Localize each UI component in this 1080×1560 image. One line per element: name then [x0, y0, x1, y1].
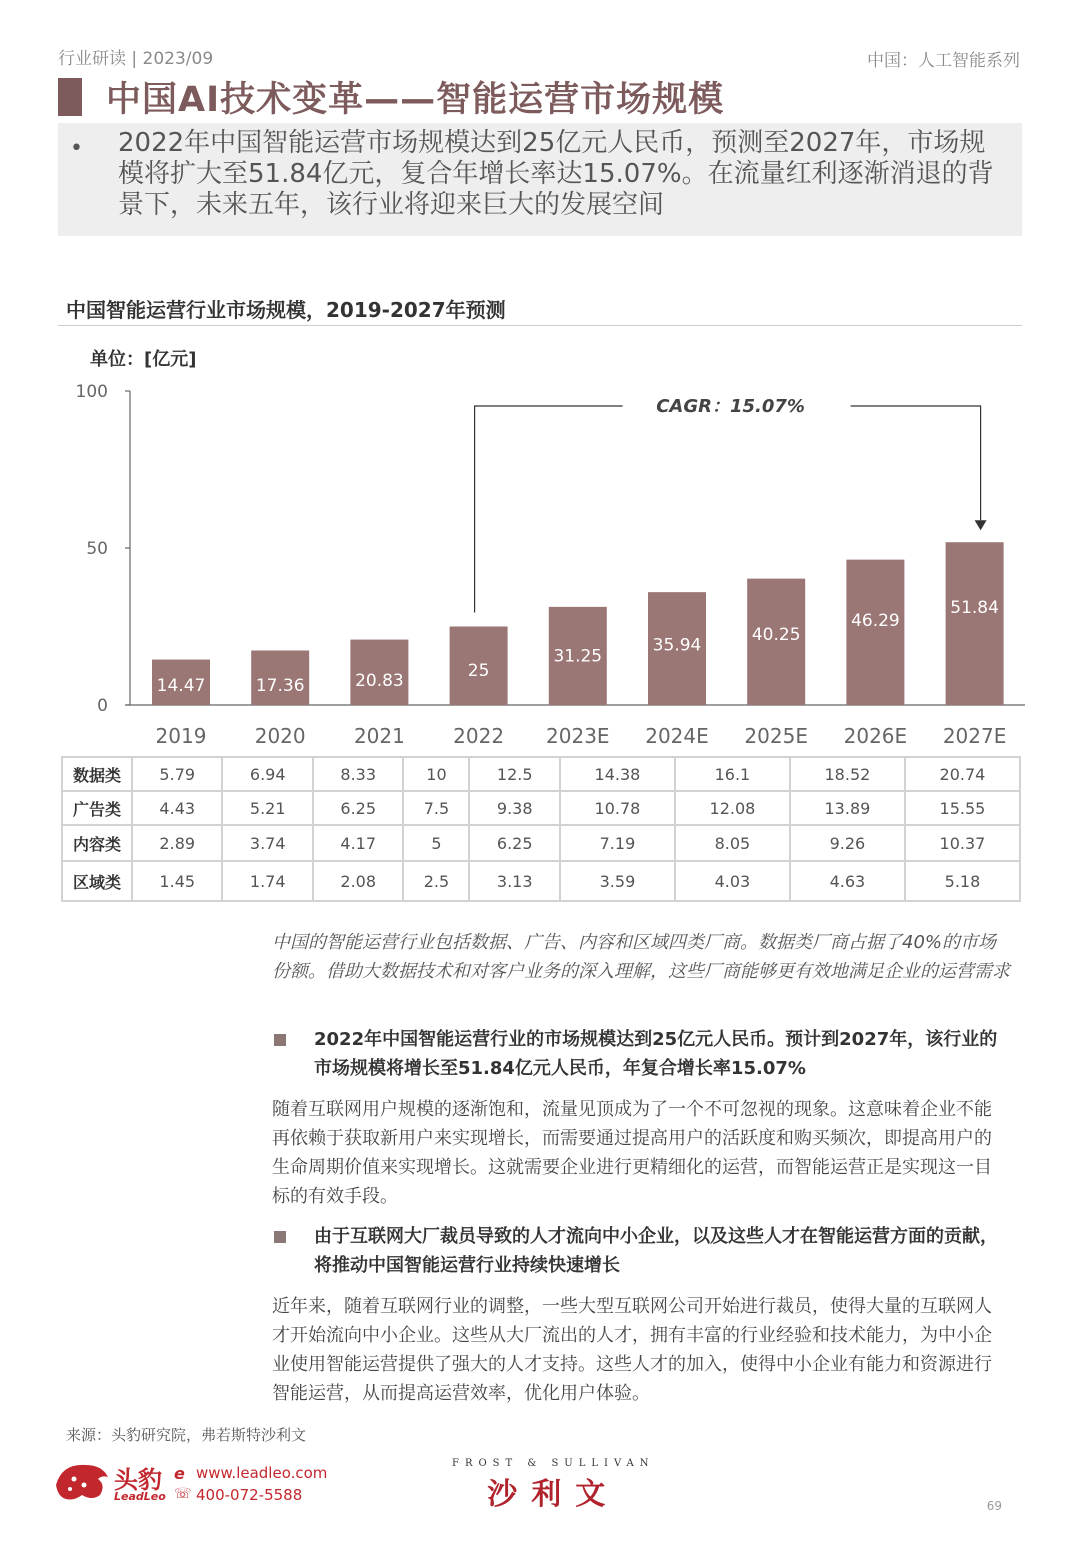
table-cell: 13.89: [790, 791, 905, 825]
x-tick-label: 2020: [254, 724, 306, 748]
table-row: [62, 861, 1020, 901]
table-cell: 9.38: [469, 791, 559, 825]
table-cell: 5: [403, 825, 469, 861]
table-cell: 15.55: [905, 791, 1020, 825]
table-cell: 7.5: [403, 791, 469, 825]
table-cell: 6.94: [222, 757, 312, 791]
table-cell: 8.05: [675, 825, 790, 861]
table-cell: 6.25: [469, 825, 559, 861]
point-heading-2: 由于互联网大厂裁员导致的人才流向中小企业，以及这些人才在智能运营方面的贡献，将推动中国智能运营行业持续快速增长: [314, 1226, 998, 1276]
table-cell: 10.78: [560, 791, 675, 825]
bar-value-label: 35.94: [652, 635, 702, 656]
x-tick-label: 2025E: [744, 724, 808, 748]
leadleo-leopard-icon: [52, 1455, 112, 1505]
x-tick-label: 2024E: [645, 724, 709, 748]
table-row: [62, 757, 1020, 791]
cagr-bracket-left: [475, 406, 623, 613]
table-cell: 5.79: [132, 757, 222, 791]
page-title: 中国AI技术变革——智能运营市场规模: [106, 80, 725, 120]
page-number: 69: [986, 1499, 1002, 1513]
bar-value-label: 14.47: [156, 676, 206, 696]
bullet-square: [274, 1231, 286, 1243]
table-cell: 16.1: [675, 757, 790, 791]
bar-value-label: 25: [467, 661, 490, 682]
table-row-label: 内容类: [62, 825, 132, 861]
chart-note: 中国的智能运营行业包括数据、广告、内容和区域四类厂商。数据类厂商占据了40%的市场份额。借助大数据技术和对客户业务的深入理解，这些厂商能够更有效地满足企业的运营需求: [272, 932, 1010, 982]
table-cell: 18.52: [790, 757, 905, 791]
table-cell: 20.74: [905, 757, 1020, 791]
table-cell: 3.13: [469, 861, 559, 901]
point-body-2: 近年来，随着互联网行业的调整，一些大型互联网公司开始进行裁员，使得大量的互联网人才开始流向中小企业。这些从大厂流出的人才，拥有丰富的行业经验和技术能力，为中小企业使用智能运营提供了强大的人才支持。这些人才的加入，使得中小企业有能力和资源进行智能运营，从而提高运营效率，优化用户体验。: [272, 1296, 992, 1404]
unit-label: 单位：[亿元]: [90, 349, 197, 370]
table-row: [62, 825, 1020, 861]
footer-contacts: [196, 1462, 327, 1506]
table-row-label: 广告类: [62, 791, 132, 825]
frost-sullivan-big: 沙利文: [487, 1477, 620, 1512]
table-row: [62, 791, 1020, 825]
table-cell: 6.25: [313, 791, 403, 825]
website-link[interactable]: www.leadleo.com: [196, 1464, 328, 1482]
table-cell: 4.63: [790, 861, 905, 901]
table-row-label: 数据类: [62, 757, 132, 791]
bar: [946, 542, 1004, 705]
point-heading-1: 2022年中国智能运营行业的市场规模达到25亿元人民币。预计到2027年，该行业的市场规模将增长至51.84亿元人民币，年复合增长率15.07%: [314, 1029, 998, 1079]
phone-icon: ☏: [174, 1486, 192, 1502]
y-tick-label: 0: [97, 696, 108, 716]
table-cell: 2.5: [403, 861, 469, 901]
table-cell: 4.17: [313, 825, 403, 861]
table-cell: 3.74: [222, 825, 312, 861]
cagr-label: CAGR：15.07%: [656, 396, 805, 417]
table-cell: 4.43: [132, 791, 222, 825]
table-cell: 5.18: [905, 861, 1020, 901]
table-cell: 9.26: [790, 825, 905, 861]
bar-value-label: 31.25: [553, 646, 603, 667]
table-cell: 10: [403, 757, 469, 791]
point-body-1: 随着互联网用户规模的逐渐饱和，流量见顶成为了一个不可忽视的现象。这意味着企业不能再依赖于获取新用户来实现增长，而需要通过提高用户的活跃度和购买频次，即提高用户的生命周期价值来实现增长。这就需要企业进行更精细化的运营，而智能运营正是实现这一目标的有效手段。: [272, 1099, 992, 1207]
source-note: 来源：头豹研究院，弗若斯特沙利文: [66, 1426, 307, 1444]
chart-title: 中国智能运营行业市场规模，2019-2027年预测: [66, 298, 506, 322]
x-tick-label: 2026E: [843, 724, 908, 748]
x-tick-label: 2021: [353, 724, 405, 748]
table-cell: 1.74: [222, 861, 312, 901]
table-cell: 8.33: [313, 757, 403, 791]
table-cell: 14.38: [560, 757, 675, 791]
bullet-square: [274, 1034, 286, 1046]
leadleo-logo-en: LeadLeo: [114, 1490, 166, 1503]
table-cell: 10.37: [905, 825, 1020, 861]
header-left: 行业研读 | 2023/09: [58, 49, 214, 69]
table-cell: 2.08: [313, 861, 403, 901]
bar-chart: [0, 370, 1080, 755]
x-tick-label: 2022: [453, 724, 505, 748]
frost-sullivan-small: FROST & SULLIVAN: [452, 1458, 655, 1469]
bar-value-label: 51.84: [950, 597, 999, 618]
leadleo-logo-cn: 头豹: [114, 1466, 162, 1494]
cagr-arrowhead: [975, 520, 987, 530]
phone-number: 400-072-5588: [196, 1486, 303, 1504]
bar-value-label: 46.29: [851, 610, 900, 631]
summary-bullet: •: [70, 136, 83, 161]
chart-title-divider: [58, 325, 1022, 326]
bar-value-label: 40.25: [751, 625, 801, 646]
frost-sullivan-logo: [452, 1458, 654, 1513]
bar-value-label: 17.36: [255, 676, 305, 696]
segment-table: [61, 756, 1021, 902]
table-cell: 12.5: [469, 757, 559, 791]
x-tick-label: 2027E: [942, 724, 1007, 748]
y-tick-label: 50: [86, 539, 108, 559]
table-cell: 2.89: [132, 825, 222, 861]
table-cell: 4.03: [675, 861, 790, 901]
table-cell: 5.21: [222, 791, 312, 825]
x-tick-label: 2023E: [546, 724, 610, 748]
web-icon: e: [174, 1464, 185, 1483]
cagr-bracket-right: [851, 406, 981, 520]
x-tick-label: 2019: [155, 724, 207, 748]
table-cell: 7.19: [560, 825, 675, 861]
title-accent-bar: [58, 78, 82, 116]
table-cell: 12.08: [675, 791, 790, 825]
bar-value-label: 20.83: [355, 670, 404, 691]
table-cell: 1.45: [132, 861, 222, 901]
summary-text: 2022年中国智能运营市场规模达到25亿元人民币，预测至2027年，市场规模将扩大至51.84亿元，复合年增长率达15.07%。在流量红利逐渐消退的背景下，未来五年，该行业将迎来巨大的发展空间: [118, 128, 994, 220]
y-tick-label: 100: [75, 382, 108, 402]
table-row-label: 区域类: [62, 861, 132, 901]
header-right: 中国：人工智能系列: [867, 51, 1020, 71]
table-cell: 3.59: [560, 861, 675, 901]
bar: [846, 560, 904, 705]
